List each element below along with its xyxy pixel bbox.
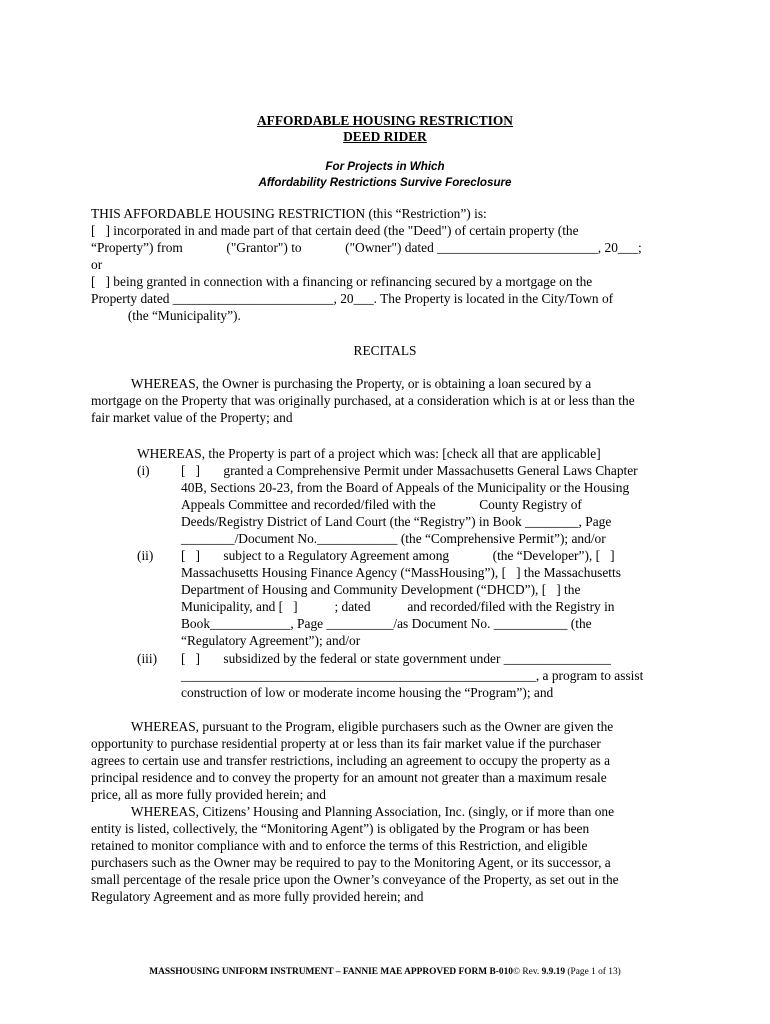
paragraph-line: mortgage on the Property that was originally purchased, at a consideration which is at or less than the [91, 393, 635, 408]
list-item-line: “Regulatory Agreement”); and/or [181, 633, 361, 648]
paragraph-line: opportunity to purchase residential property at or less than its fair market value if the purchaser [91, 736, 601, 751]
intro-line: Property dated ________________________, 20___. The Property is located in the City/Town of [91, 291, 614, 306]
paragraph-line: price, all as more fully provided herein; and [91, 787, 326, 802]
list-item-line: 40B, Sections 20-23, from the Board of Appeals of the Municipality or the Housing [181, 480, 630, 495]
paragraph-line: fair market value of the Property; and [91, 410, 293, 425]
list-item-line: Deeds/Registry District of Land Court (the “Registry”) in Book ________, Page [181, 514, 612, 529]
whereas-paragraph-2-lead: WHEREAS, the Property is part of a project which was: [check all that are applicable] [137, 446, 601, 461]
list-item-line: construction of low or moderate income housing the “Program”); and [181, 685, 554, 700]
paragraph-line: small percentage of the resale price upon the Owner’s conveyance of the Property, as set out in the [91, 872, 619, 887]
recitals-heading: RECITALS [353, 343, 417, 358]
list-item-line: Massachusetts Housing Finance Agency (“MassHousing”), [ ] the Massachusetts [181, 565, 621, 580]
intro-line: (the “Municipality”). [91, 308, 241, 323]
list-item-line: [ ] subsidized by the federal or state government under ________________ [181, 651, 611, 666]
footer-copyright: © Rev. [512, 967, 542, 977]
paragraph-line: retained to monitor compliance with and to enforce the terms of this Restriction, and eligible [91, 838, 588, 853]
paragraph-line: WHEREAS, Citizens’ Housing and Planning Association, Inc. (singly, or if more than one [91, 804, 615, 819]
document-title-line2: DEED RIDER [343, 129, 427, 144]
document-title-line1: AFFORDABLE HOUSING RESTRICTION [257, 113, 513, 128]
paragraph-line: principal residence and to convey the property for an amount not greater than a maximum resale [91, 770, 607, 785]
list-item-line: [ ] subject to a Regulatory Agreement among (the “Developer”), [ ] [181, 548, 615, 563]
list-item-line: _____________________________________________________, a program to assist [181, 668, 644, 683]
list-item-number: (i) [137, 463, 150, 478]
list-item-line: Book____________, Page __________/as Document No. ___________ (the [181, 616, 592, 631]
paragraph-line: WHEREAS, the Owner is purchasing the Property, or is obtaining a loan secured by a [91, 376, 592, 391]
intro-line: “Property”) from ("Grantor") to ("Owner") dated ________________________, 20___; [91, 240, 642, 255]
list-item-line: Appeals Committee and recorded/filed with the County Registry of [181, 497, 582, 512]
list-item-number: (ii) [137, 548, 154, 563]
intro-line: [ ] incorporated in and made part of that certain deed (the "Deed") of certain property (the [91, 223, 579, 238]
intro-line: or [91, 257, 103, 272]
list-item-number: (iii) [137, 651, 158, 666]
paragraph-line: purchasers such as the Owner may be required to pay to the Monitoring Agent, or its successor, a [91, 855, 611, 870]
list-item-line: Municipality, and [ ] ; dated and recorded/filed with the Registry in [181, 599, 615, 614]
intro-line: THIS AFFORDABLE HOUSING RESTRICTION (this “Restriction”) is: [91, 206, 487, 221]
list-item-line: [ ] granted a Comprehensive Permit under Massachusetts General Laws Chapter [181, 463, 638, 478]
intro-line: [ ] being granted in connection with a financing or refinancing secured by a mortgage on the [91, 274, 593, 289]
list-item-line: Department of Housing and Community Development (“DHCD”), [ ] the [181, 582, 581, 597]
paragraph-line: entity is listed, collectively, the “Monitoring Agent”) is obligated by the Program or has been [91, 821, 590, 836]
document-subtitle-line1: For Projects in Which [325, 160, 445, 173]
footer-form-name: MASSHOUSING UNIFORM INSTRUMENT – FANNIE MAE APPROVED FORM B-010 [149, 967, 513, 977]
footer-revision: 9.9.19 [541, 967, 566, 977]
list-item-line: ________/Document No.____________ (the “Comprehensive Permit”); and/or [181, 531, 606, 546]
footer-page-number: (Page 1 of 13) [565, 967, 621, 977]
document-subtitle-line2: Affordability Restrictions Survive Foreclosure [258, 176, 512, 189]
paragraph-line: WHEREAS, pursuant to the Program, eligible purchasers such as the Owner are given the [91, 719, 614, 734]
paragraph-line: agrees to certain use and transfer restrictions, including an agreement to occupy the property as a [91, 753, 611, 768]
page-footer [0, 966, 770, 978]
paragraph-line: Regulatory Agreement and as more fully provided herein; and [91, 889, 424, 904]
